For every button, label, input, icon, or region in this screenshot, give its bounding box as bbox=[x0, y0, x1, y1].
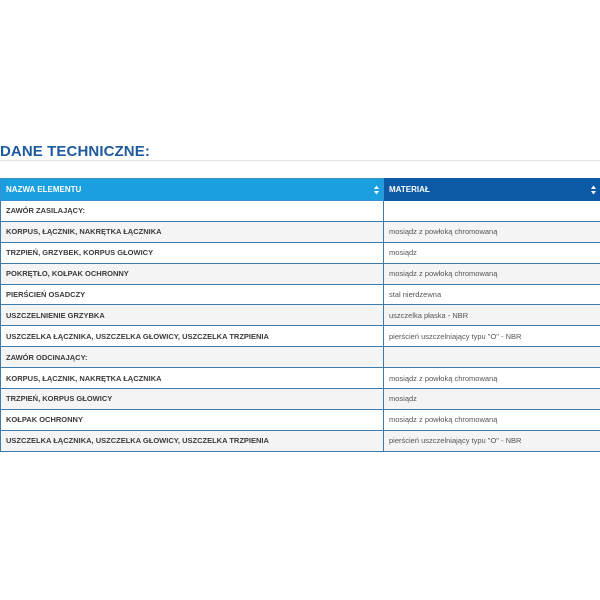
table-row bbox=[1, 284, 600, 305]
element-name-cell: USZCZELKA ŁĄCZNIKA, USZCZELKA GŁOWICY, USZCZELKA TRZPIENIA bbox=[1, 326, 384, 347]
material-cell: stal nierdzewna bbox=[384, 284, 600, 305]
table-header-row bbox=[1, 179, 600, 201]
element-name-cell: USZCZELNIENIE GRZYBKA bbox=[1, 305, 384, 326]
table-row bbox=[1, 368, 600, 389]
table-row bbox=[1, 326, 600, 347]
element-name-cell: ZAWÓR ODCINAJĄCY: bbox=[1, 347, 384, 368]
element-name-cell: KORPUS, ŁĄCZNIK, NAKRĘTKA ŁĄCZNIKA bbox=[1, 221, 384, 242]
table-row bbox=[1, 201, 600, 222]
element-name-cell: KOŁPAK OCHRONNY bbox=[1, 409, 384, 430]
element-name-cell: ZAWÓR ZASILAJĄCY: bbox=[1, 201, 384, 222]
material-cell: mosiądz z powłoką chromowaną bbox=[384, 409, 600, 430]
column-header-material[interactable] bbox=[384, 179, 600, 201]
table-row bbox=[1, 430, 600, 451]
material-cell: pierścień uszczelniający typu "O" - NBR bbox=[384, 430, 600, 451]
material-cell bbox=[384, 347, 600, 368]
section-title: DANE TECHNICZNE: bbox=[0, 143, 150, 160]
material-cell: pierścień uszczelniający typu "O" - NBR bbox=[384, 326, 600, 347]
material-cell: mosiądz z powłoką chromowaną bbox=[384, 263, 600, 284]
sort-icon[interactable] bbox=[374, 185, 379, 194]
table-row bbox=[1, 242, 600, 263]
material-cell: mosiądz bbox=[384, 242, 600, 263]
element-name-cell: TRZPIEŃ, KORPUS GŁOWICY bbox=[1, 389, 384, 410]
material-cell: mosiądz z powłoką chromowaną bbox=[384, 368, 600, 389]
element-name-cell: POKRĘTŁO, KOŁPAK OCHRONNY bbox=[1, 263, 384, 284]
element-name-cell: PIERŚCIEŃ OSADCZY bbox=[1, 284, 384, 305]
table-row bbox=[1, 389, 600, 410]
column-header-material-label: MATERIAŁ bbox=[389, 185, 430, 194]
sort-icon[interactable] bbox=[591, 185, 596, 194]
table-row bbox=[1, 263, 600, 284]
table-row bbox=[1, 305, 600, 326]
element-name-cell: TRZPIEŃ, GRZYBEK, KORPUS GŁOWICY bbox=[1, 242, 384, 263]
material-cell: mosiądz bbox=[384, 389, 600, 410]
table-row bbox=[1, 409, 600, 430]
material-cell: uszczelka płaska - NBR bbox=[384, 305, 600, 326]
material-cell: mosiądz z powłoką chromowaną bbox=[384, 221, 600, 242]
table-row bbox=[1, 221, 600, 242]
column-header-name-label: NAZWA ELEMENTU bbox=[6, 185, 82, 194]
element-name-cell: USZCZELKA ŁĄCZNIKA, USZCZELKA GŁOWICY, USZCZELKA TRZPIENIA bbox=[1, 430, 384, 451]
material-cell bbox=[384, 201, 600, 222]
table-row bbox=[1, 347, 600, 368]
technical-data-table bbox=[0, 178, 600, 452]
column-header-name[interactable] bbox=[1, 179, 384, 201]
element-name-cell: KORPUS, ŁĄCZNIK, NAKRĘTKA ŁĄCZNIKA bbox=[1, 368, 384, 389]
title-divider bbox=[0, 160, 600, 161]
